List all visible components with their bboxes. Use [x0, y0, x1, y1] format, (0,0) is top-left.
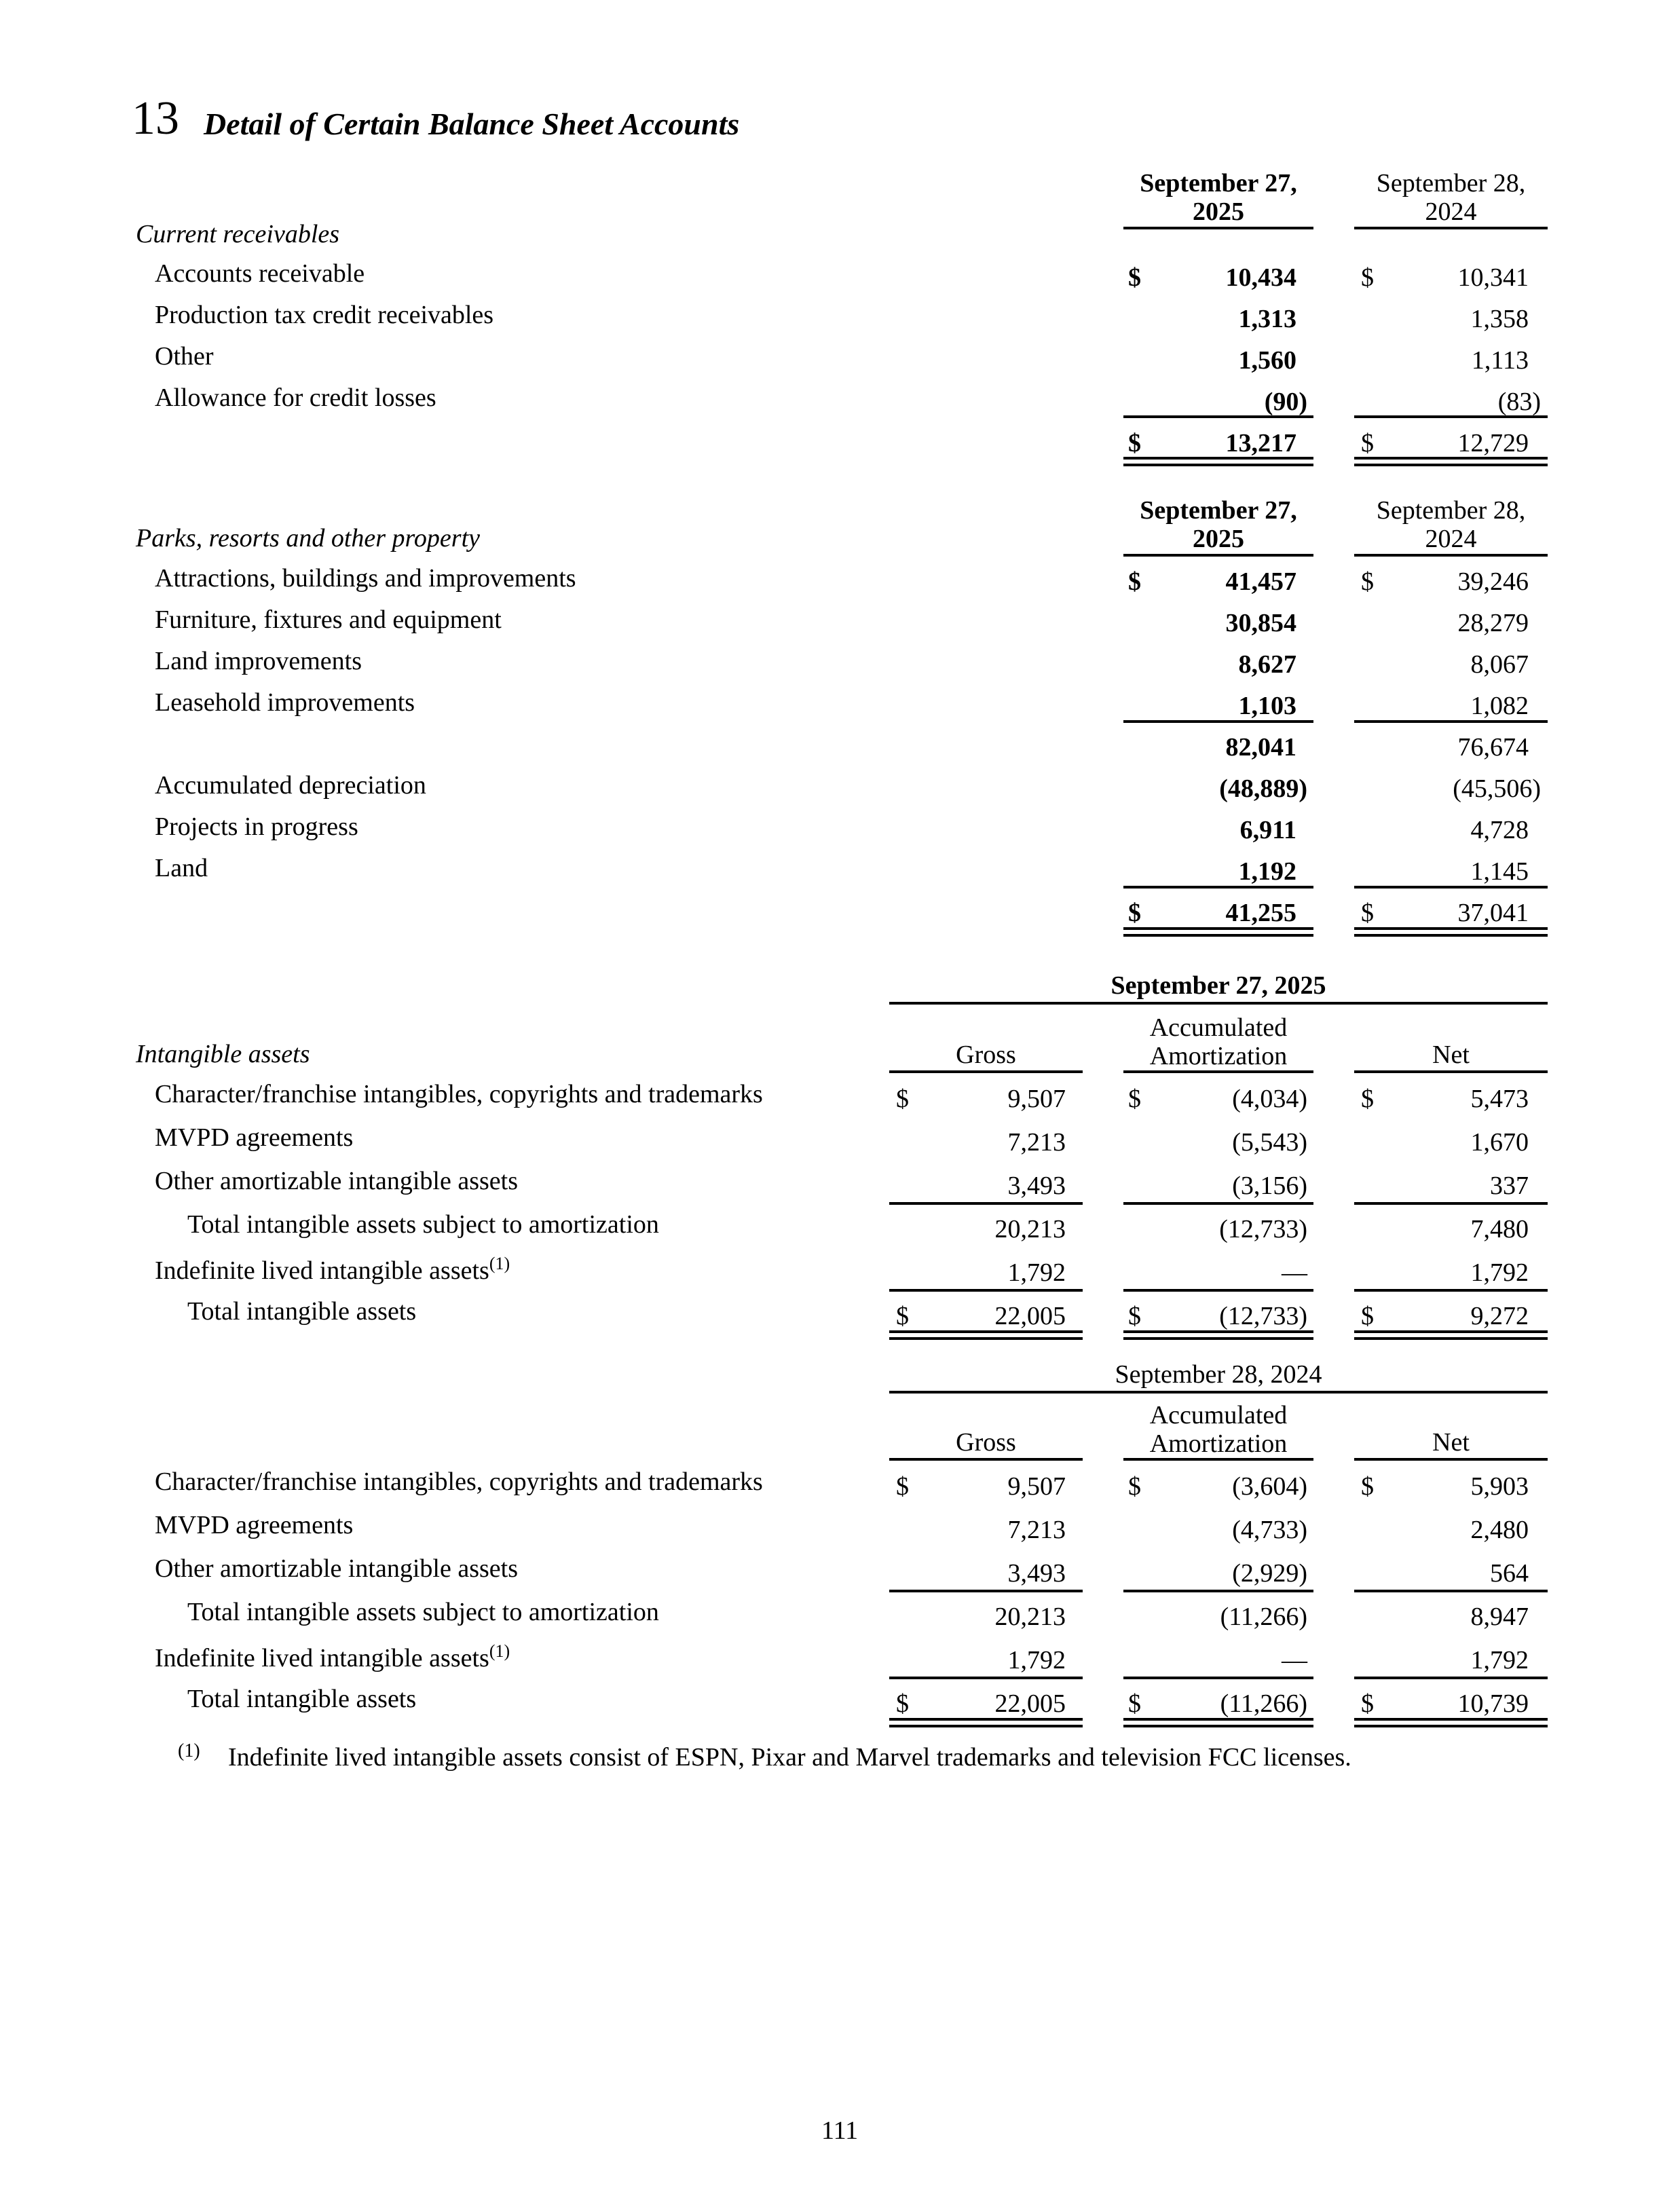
parks-row-label: Land improvements	[155, 647, 362, 675]
intangibles-2024-amort: (11,266)	[1220, 1689, 1307, 1718]
intangibles-2025-date-header: September 27, 2025	[1110, 971, 1326, 1000]
receivables-total-rule-2	[1354, 415, 1548, 418]
receivables-total-2025: 13,217	[1225, 429, 1296, 457]
receivables-value-2024: (83)	[1497, 388, 1541, 416]
intangibles-2025-total-rule-2	[1123, 1289, 1313, 1292]
intangibles-2025-gross: 22,005	[994, 1302, 1066, 1330]
receivables-value-2025: 10,434	[1225, 263, 1296, 292]
parks-value-2024: 1,145	[1470, 857, 1529, 886]
intangibles-2025-net: 1,792	[1470, 1258, 1529, 1287]
intangibles-2025-col-rule-3	[1354, 1070, 1548, 1073]
footnote-text: Indefinite lived intangible assets consist of ESPN, Pixar and Marvel trademarks and television FCC licenses.	[228, 1743, 1351, 1772]
dollar-sign: $	[896, 1472, 909, 1501]
dollar-sign: $	[1128, 1302, 1141, 1330]
receivables-header-rule-2	[1354, 227, 1548, 229]
note-title: Detail of Certain Balance Sheet Accounts	[204, 107, 740, 141]
intangibles-2025-subtotal-rule-3	[1354, 1202, 1548, 1205]
intangibles-2025-amort: (12,733)	[1219, 1215, 1307, 1243]
parks-value-2024: 8,067	[1470, 650, 1529, 679]
intangibles-2025-net: 1,670	[1470, 1128, 1529, 1157]
parks-value-2024: 39,246	[1457, 567, 1529, 596]
parks-header-rule-2	[1354, 554, 1548, 557]
parks-total-rule-1	[1123, 886, 1313, 888]
parks-double-rule-2	[1354, 927, 1548, 937]
receivables-header-rule-1	[1123, 227, 1313, 229]
intangibles-2025-amort: (3,156)	[1232, 1172, 1307, 1200]
receivables-value-2024: 1,358	[1470, 305, 1529, 333]
parks-row-label: Accumulated depreciation	[155, 771, 426, 800]
intangibles-2024-row-label: Total intangible assets	[187, 1685, 417, 1713]
intangibles-heading: Intangible assets	[136, 1040, 310, 1068]
intangibles-2024-subtotal-rule-1	[889, 1590, 1083, 1592]
intangibles-2025-net: 5,473	[1470, 1085, 1529, 1113]
receivables-col-2025-header: September 27, 2025	[1140, 169, 1297, 226]
intangibles-2024-date-rule	[889, 1391, 1548, 1393]
intangibles-2024-subtotal-rule-3	[1354, 1590, 1548, 1592]
receivables-row-label: Other	[155, 342, 214, 371]
parks-total-2025: 41,255	[1225, 899, 1296, 927]
intangibles-2025-amort: —	[1282, 1258, 1307, 1287]
receivables-double-rule-2	[1354, 457, 1548, 466]
footnote-ref: (1)	[489, 1641, 510, 1661]
intangibles-2025-net: 7,480	[1470, 1215, 1529, 1243]
indefinite-label-text: Indefinite lived intangible assets	[155, 1644, 489, 1672]
intangibles-2024-col-rule-1	[889, 1458, 1083, 1461]
intangibles-2024-total-rule-1	[889, 1677, 1083, 1679]
parks-value-2025: 1,192	[1238, 857, 1296, 886]
intangibles-2024-net: 5,903	[1470, 1472, 1529, 1501]
intangibles-2024-col-rule-2	[1123, 1458, 1313, 1461]
parks-value-2025: 6,911	[1239, 816, 1296, 844]
intangibles-2024-net: 10,739	[1457, 1689, 1529, 1718]
intangibles-2025-net: 9,272	[1470, 1302, 1529, 1330]
receivables-value-2025: 1,560	[1238, 346, 1296, 375]
intangibles-2024-subtotal-rule-2	[1123, 1590, 1313, 1592]
receivables-total-2024: 12,729	[1457, 429, 1529, 457]
parks-row-label: Land	[155, 854, 208, 882]
intangibles-2025-row-label: MVPD agreements	[155, 1123, 354, 1152]
parks-subtotal-rule-2	[1354, 720, 1548, 723]
intangibles-2024-amort: (11,266)	[1220, 1603, 1307, 1631]
parks-row-label: Projects in progress	[155, 812, 358, 841]
intangibles-2024-col-rule-3	[1354, 1458, 1548, 1461]
dollar-sign: $	[1361, 567, 1374, 596]
intangibles-2025-amort: (12,733)	[1219, 1302, 1307, 1330]
dollar-sign: $	[896, 1689, 909, 1718]
parks-value-2025: 41,457	[1225, 567, 1296, 596]
intangibles-2024-amort: (2,929)	[1232, 1559, 1307, 1588]
intangibles-2025-gross: 7,213	[1007, 1128, 1066, 1157]
intangibles-2024-amort: (4,733)	[1232, 1516, 1307, 1544]
intangibles-2024-double-rule-1	[889, 1718, 1083, 1727]
dollar-sign: $	[1361, 263, 1374, 292]
intangibles-2025-double-rule-1	[889, 1330, 1083, 1340]
intangibles-2025-row-label	[155, 1255, 510, 1284]
intangibles-2024-double-rule-3	[1354, 1718, 1548, 1727]
parks-row-label: Leasehold improvements	[155, 688, 415, 717]
receivables-row-label: Allowance for credit losses	[155, 383, 436, 412]
parks-col-2024-header: September 28, 2024	[1376, 496, 1526, 553]
dollar-sign: $	[1361, 1689, 1374, 1718]
intangibles-2025-col-net: Net	[1432, 1041, 1470, 1069]
intangibles-2025-row-label: Character/franchise intangibles, copyrights and trademarks	[155, 1080, 763, 1108]
parks-heading: Parks, resorts and other property	[136, 524, 480, 553]
receivables-value-2025: 1,313	[1238, 305, 1296, 333]
intangibles-2025-gross: 1,792	[1007, 1258, 1066, 1287]
intangibles-2024-gross: 7,213	[1007, 1516, 1066, 1544]
intangibles-2025-amort: (4,034)	[1232, 1085, 1307, 1113]
parks-total-rule-2	[1354, 886, 1548, 888]
intangibles-2024-gross: 22,005	[994, 1689, 1066, 1718]
dollar-sign: $	[1128, 1472, 1141, 1501]
intangibles-2024-gross: 3,493	[1007, 1559, 1066, 1588]
intangibles-2024-row-label: Other amortizable intangible assets	[155, 1554, 518, 1583]
dollar-sign: $	[1128, 899, 1141, 927]
intangibles-2024-double-rule-2	[1123, 1718, 1313, 1727]
footnote-ref: (1)	[489, 1254, 510, 1273]
dollar-sign: $	[1361, 1472, 1374, 1501]
parks-row-label: Furniture, fixtures and equipment	[155, 605, 502, 634]
intangibles-2025-subtotal-rule-1	[889, 1202, 1083, 1205]
intangibles-2024-net: 1,792	[1470, 1646, 1529, 1675]
receivables-value-2024: 1,113	[1471, 346, 1529, 375]
intangibles-2024-amort: —	[1282, 1646, 1307, 1675]
receivables-total-rule-1	[1123, 415, 1313, 418]
intangibles-2025-gross: 9,507	[1007, 1085, 1066, 1113]
intangibles-2025-date-rule	[889, 1002, 1548, 1005]
intangibles-2024-gross: 9,507	[1007, 1472, 1066, 1501]
intangibles-2025-row-label: Total intangible assets subject to amortization	[187, 1210, 659, 1239]
intangibles-2025-double-rule-2	[1123, 1330, 1313, 1340]
page-number: 111	[821, 2116, 859, 2145]
intangibles-2025-double-rule-3	[1354, 1330, 1548, 1340]
intangibles-2024-net: 564	[1490, 1559, 1529, 1588]
note-number: 13	[132, 92, 179, 145]
dollar-sign: $	[1128, 567, 1141, 596]
intangibles-2024-net: 8,947	[1470, 1603, 1529, 1631]
dollar-sign: $	[896, 1085, 909, 1113]
intangibles-2025-gross: 20,213	[994, 1215, 1066, 1243]
receivables-double-rule-1	[1123, 457, 1313, 466]
intangibles-2024-net: 2,480	[1470, 1516, 1529, 1544]
receivables-col-2024-header: September 28, 2024	[1376, 169, 1526, 226]
parks-value-2025: 8,627	[1238, 650, 1296, 679]
receivables-row-label: Production tax credit receivables	[155, 301, 494, 329]
dollar-sign: $	[1128, 1689, 1141, 1718]
intangibles-2024-row-label	[155, 1643, 510, 1671]
intangibles-2024-col-amort: Accumulated Amortization	[1149, 1401, 1288, 1458]
indefinite-label-text: Indefinite lived intangible assets	[155, 1256, 489, 1285]
parks-subtotal-2025: 82,041	[1225, 733, 1296, 762]
intangibles-2025-col-rule-2	[1123, 1070, 1313, 1073]
intangibles-2024-row-label: Character/franchise intangibles, copyrights and trademarks	[155, 1467, 763, 1496]
dollar-sign: $	[1128, 1085, 1141, 1113]
intangibles-2024-gross: 20,213	[994, 1603, 1066, 1631]
receivables-value-2025: (90)	[1264, 388, 1307, 416]
intangibles-2024-amort: (3,604)	[1232, 1472, 1307, 1501]
intangibles-2024-total-rule-2	[1123, 1677, 1313, 1679]
intangibles-2025-total-rule-3	[1354, 1289, 1548, 1292]
intangibles-2024-date-header: September 28, 2024	[1115, 1360, 1322, 1389]
footnote-marker: (1)	[178, 1740, 200, 1761]
dollar-sign: $	[1361, 429, 1374, 457]
parks-value-2024: 28,279	[1457, 609, 1529, 637]
intangibles-2025-subtotal-rule-2	[1123, 1202, 1313, 1205]
intangibles-2024-gross: 1,792	[1007, 1646, 1066, 1675]
parks-total-2024: 37,041	[1457, 899, 1529, 927]
parks-value-2024: 1,082	[1470, 692, 1529, 720]
parks-subtotal-2024: 76,674	[1457, 733, 1529, 762]
intangibles-2025-total-rule-1	[889, 1289, 1083, 1292]
receivables-row-label: Accounts receivable	[155, 259, 365, 288]
dollar-sign: $	[1361, 1085, 1374, 1113]
intangibles-2025-row-label: Total intangible assets	[187, 1297, 417, 1326]
intangibles-2024-col-gross: Gross	[956, 1428, 1016, 1457]
intangibles-2025-col-rule-1	[889, 1070, 1083, 1073]
intangibles-2025-col-amort: Accumulated Amortization	[1149, 1013, 1288, 1070]
dollar-sign: $	[1128, 429, 1141, 457]
intangibles-2025-row-label: Other amortizable intangible assets	[155, 1167, 518, 1195]
intangibles-2024-row-label: Total intangible assets subject to amortization	[187, 1598, 659, 1626]
dollar-sign: $	[1361, 1302, 1374, 1330]
parks-value-2024: (45,506)	[1453, 774, 1541, 803]
intangibles-2024-row-label: MVPD agreements	[155, 1511, 354, 1539]
parks-subtotal-rule-1	[1123, 720, 1313, 723]
intangibles-2024-total-rule-3	[1354, 1677, 1548, 1679]
parks-value-2025: 30,854	[1225, 609, 1296, 637]
intangibles-2025-net: 337	[1490, 1172, 1529, 1200]
receivables-value-2024: 10,341	[1457, 263, 1529, 292]
parks-value-2025: (48,889)	[1219, 774, 1307, 803]
intangibles-2025-amort: (5,543)	[1232, 1128, 1307, 1157]
parks-value-2025: 1,103	[1238, 692, 1296, 720]
dollar-sign: $	[1361, 899, 1374, 927]
parks-row-label: Attractions, buildings and improvements	[155, 564, 576, 593]
intangibles-2025-col-gross: Gross	[956, 1041, 1016, 1069]
dollar-sign: $	[1128, 263, 1141, 292]
dollar-sign: $	[896, 1302, 909, 1330]
intangibles-2024-col-net: Net	[1432, 1428, 1470, 1457]
parks-header-rule-1	[1123, 554, 1313, 557]
parks-double-rule-1	[1123, 927, 1313, 937]
parks-value-2024: 4,728	[1470, 816, 1529, 844]
parks-col-2025-header: September 27, 2025	[1140, 496, 1297, 553]
intangibles-2025-gross: 3,493	[1007, 1172, 1066, 1200]
receivables-heading: Current receivables	[136, 220, 340, 248]
